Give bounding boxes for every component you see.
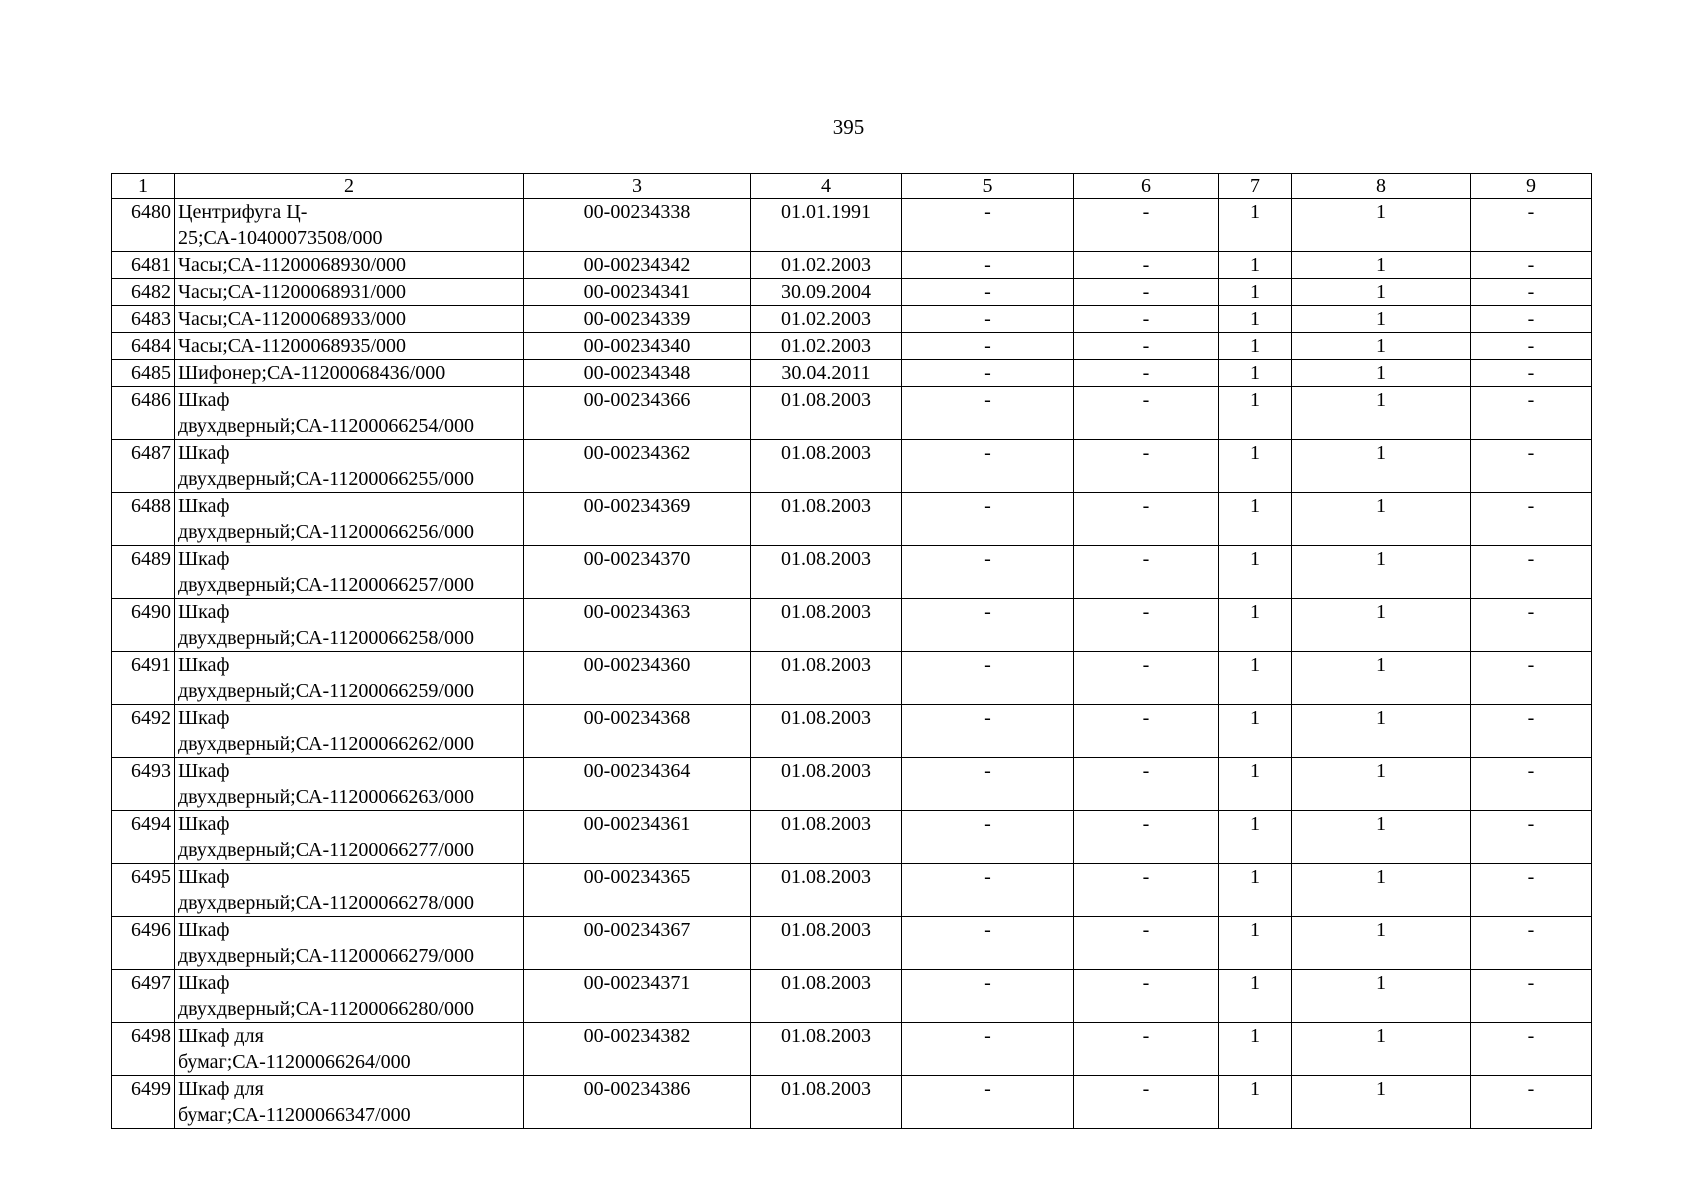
column-8-cell: 1 bbox=[1292, 360, 1471, 387]
column-number-row bbox=[112, 174, 1592, 199]
table-row bbox=[112, 360, 1592, 387]
column-7-cell: 1 bbox=[1219, 1023, 1292, 1076]
column-header: 3 bbox=[524, 174, 751, 199]
row-number-cell: 6483 bbox=[112, 306, 175, 333]
row-number-cell: 6481 bbox=[112, 252, 175, 279]
column-5-cell: - bbox=[902, 333, 1074, 360]
inventory-code-cell: 00-00234361 bbox=[524, 811, 751, 864]
inventory-code-cell: 00-00234368 bbox=[524, 705, 751, 758]
column-7-cell: 1 bbox=[1219, 199, 1292, 252]
column-6-cell: - bbox=[1074, 811, 1219, 864]
item-name-line: Центрифуга Ц- bbox=[178, 201, 308, 223]
item-name-cell bbox=[175, 546, 524, 599]
column-9-cell: - bbox=[1471, 546, 1592, 599]
date-cell: 01.08.2003 bbox=[751, 705, 902, 758]
table-row bbox=[112, 440, 1592, 493]
column-5-cell: - bbox=[902, 705, 1074, 758]
item-name-line: Часы;СА-11200068931/000 bbox=[178, 281, 407, 303]
date-cell: 30.04.2011 bbox=[751, 360, 902, 387]
table-body bbox=[112, 174, 1592, 1129]
column-9-cell: - bbox=[1471, 811, 1592, 864]
column-7-cell: 1 bbox=[1219, 599, 1292, 652]
column-7-cell: 1 bbox=[1219, 252, 1292, 279]
item-name-line: двухдверный;СА-11200066255/000 bbox=[178, 468, 474, 490]
column-8-cell: 1 bbox=[1292, 387, 1471, 440]
column-7-cell: 1 bbox=[1219, 306, 1292, 333]
item-name-cell bbox=[175, 652, 524, 705]
column-9-cell: - bbox=[1471, 493, 1592, 546]
column-6-cell: - bbox=[1074, 917, 1219, 970]
item-name-cell bbox=[175, 970, 524, 1023]
inventory-code-cell: 00-00234339 bbox=[524, 306, 751, 333]
column-8-cell: 1 bbox=[1292, 864, 1471, 917]
column-6-cell: - bbox=[1074, 970, 1219, 1023]
row-number-cell: 6492 bbox=[112, 705, 175, 758]
table-row bbox=[112, 652, 1592, 705]
column-7-cell: 1 bbox=[1219, 440, 1292, 493]
date-cell: 01.08.2003 bbox=[751, 917, 902, 970]
column-7-cell: 1 bbox=[1219, 758, 1292, 811]
item-name-cell bbox=[175, 279, 524, 306]
column-7-cell: 1 bbox=[1219, 652, 1292, 705]
date-cell: 01.01.1991 bbox=[751, 199, 902, 252]
column-header: 1 bbox=[112, 174, 175, 199]
column-7-cell: 1 bbox=[1219, 333, 1292, 360]
column-7-cell: 1 bbox=[1219, 864, 1292, 917]
column-5-cell: - bbox=[902, 864, 1074, 917]
inventory-code-cell: 00-00234369 bbox=[524, 493, 751, 546]
column-header: 9 bbox=[1471, 174, 1592, 199]
item-name-cell bbox=[175, 333, 524, 360]
date-cell: 01.08.2003 bbox=[751, 493, 902, 546]
column-6-cell: - bbox=[1074, 252, 1219, 279]
column-8-cell: 1 bbox=[1292, 917, 1471, 970]
column-9-cell: - bbox=[1471, 864, 1592, 917]
table-row bbox=[112, 1076, 1592, 1129]
column-6-cell: - bbox=[1074, 546, 1219, 599]
table-row bbox=[112, 917, 1592, 970]
inventory-code-cell: 00-00234362 bbox=[524, 440, 751, 493]
item-name-line: Шкаф bbox=[178, 919, 230, 941]
item-name-line: Шкаф bbox=[178, 866, 230, 888]
item-name-line: Часы;СА-11200068933/000 bbox=[178, 308, 407, 330]
row-number-cell: 6495 bbox=[112, 864, 175, 917]
table-row bbox=[112, 493, 1592, 546]
column-9-cell: - bbox=[1471, 705, 1592, 758]
row-number-cell: 6496 bbox=[112, 917, 175, 970]
item-name-cell bbox=[175, 705, 524, 758]
inventory-code-cell: 00-00234348 bbox=[524, 360, 751, 387]
item-name-line: двухдверный;СА-11200066279/000 bbox=[178, 945, 474, 967]
column-7-cell: 1 bbox=[1219, 811, 1292, 864]
date-cell: 01.08.2003 bbox=[751, 864, 902, 917]
column-9-cell: - bbox=[1471, 652, 1592, 705]
column-8-cell: 1 bbox=[1292, 440, 1471, 493]
column-5-cell: - bbox=[902, 1076, 1074, 1129]
column-8-cell: 1 bbox=[1292, 333, 1471, 360]
column-8-cell: 1 bbox=[1292, 811, 1471, 864]
column-8-cell: 1 bbox=[1292, 279, 1471, 306]
table-row bbox=[112, 252, 1592, 279]
date-cell: 01.08.2003 bbox=[751, 652, 902, 705]
inventory-code-cell: 00-00234341 bbox=[524, 279, 751, 306]
column-6-cell: - bbox=[1074, 864, 1219, 917]
item-name-line: Шкаф для bbox=[178, 1025, 264, 1047]
row-number-cell: 6485 bbox=[112, 360, 175, 387]
item-name-line: Часы;СА-11200068930/000 bbox=[178, 254, 407, 276]
column-6-cell: - bbox=[1074, 599, 1219, 652]
column-6-cell: - bbox=[1074, 652, 1219, 705]
item-name-line: Шкаф для bbox=[178, 1078, 264, 1100]
column-7-cell: 1 bbox=[1219, 705, 1292, 758]
item-name-line: Шифонер;СА-11200068436/000 bbox=[178, 362, 446, 384]
column-7-cell: 1 bbox=[1219, 279, 1292, 306]
inventory-code-cell: 00-00234363 bbox=[524, 599, 751, 652]
item-name-line: Шкаф bbox=[178, 442, 230, 464]
column-8-cell: 1 bbox=[1292, 652, 1471, 705]
date-cell: 30.09.2004 bbox=[751, 279, 902, 306]
item-name-line: двухдверный;СА-11200066258/000 bbox=[178, 627, 474, 649]
column-5-cell: - bbox=[902, 493, 1074, 546]
column-6-cell: - bbox=[1074, 705, 1219, 758]
column-6-cell: - bbox=[1074, 1023, 1219, 1076]
date-cell: 01.08.2003 bbox=[751, 546, 902, 599]
column-6-cell: - bbox=[1074, 360, 1219, 387]
column-8-cell: 1 bbox=[1292, 1023, 1471, 1076]
inventory-code-cell: 00-00234342 bbox=[524, 252, 751, 279]
column-7-cell: 1 bbox=[1219, 493, 1292, 546]
inventory-code-cell: 00-00234338 bbox=[524, 199, 751, 252]
column-8-cell: 1 bbox=[1292, 705, 1471, 758]
column-9-cell: - bbox=[1471, 970, 1592, 1023]
item-name-line: Шкаф bbox=[178, 707, 230, 729]
column-5-cell: - bbox=[902, 970, 1074, 1023]
item-name-line: 25;СА-10400073508/000 bbox=[178, 227, 383, 249]
column-5-cell: - bbox=[902, 252, 1074, 279]
column-9-cell: - bbox=[1471, 917, 1592, 970]
column-8-cell: 1 bbox=[1292, 970, 1471, 1023]
item-name-line: Шкаф bbox=[178, 654, 230, 676]
row-number-cell: 6480 bbox=[112, 199, 175, 252]
column-5-cell: - bbox=[902, 599, 1074, 652]
column-7-cell: 1 bbox=[1219, 1076, 1292, 1129]
inventory-code-cell: 00-00234340 bbox=[524, 333, 751, 360]
column-header: 6 bbox=[1074, 174, 1219, 199]
column-6-cell: - bbox=[1074, 1076, 1219, 1129]
row-number-cell: 6491 bbox=[112, 652, 175, 705]
item-name-line: Шкаф bbox=[178, 548, 230, 570]
column-8-cell: 1 bbox=[1292, 1076, 1471, 1129]
date-cell: 01.08.2003 bbox=[751, 440, 902, 493]
date-cell: 01.08.2003 bbox=[751, 1076, 902, 1129]
item-name-cell bbox=[175, 252, 524, 279]
column-5-cell: - bbox=[902, 199, 1074, 252]
table-row bbox=[112, 387, 1592, 440]
column-9-cell: - bbox=[1471, 333, 1592, 360]
table-row bbox=[112, 546, 1592, 599]
table-row bbox=[112, 333, 1592, 360]
item-name-line: бумаг;СА-11200066347/000 bbox=[178, 1104, 411, 1126]
item-name-line: двухдверный;СА-11200066278/000 bbox=[178, 892, 474, 914]
item-name-line: бумаг;СА-11200066264/000 bbox=[178, 1051, 411, 1073]
item-name-cell bbox=[175, 864, 524, 917]
item-name-line: Шкаф bbox=[178, 389, 230, 411]
column-header: 2 bbox=[175, 174, 524, 199]
item-name-line: Шкаф bbox=[178, 495, 230, 517]
item-name-cell bbox=[175, 440, 524, 493]
row-number-cell: 6484 bbox=[112, 333, 175, 360]
column-5-cell: - bbox=[902, 811, 1074, 864]
column-9-cell: - bbox=[1471, 279, 1592, 306]
item-name-cell bbox=[175, 811, 524, 864]
item-name-line: двухдверный;СА-11200066259/000 bbox=[178, 680, 474, 702]
item-name-line: Шкаф bbox=[178, 972, 230, 994]
row-number-cell: 6494 bbox=[112, 811, 175, 864]
asset-table bbox=[111, 173, 1592, 1129]
table-row bbox=[112, 811, 1592, 864]
date-cell: 01.08.2003 bbox=[751, 599, 902, 652]
table-row bbox=[112, 864, 1592, 917]
date-cell: 01.02.2003 bbox=[751, 252, 902, 279]
column-8-cell: 1 bbox=[1292, 493, 1471, 546]
table-row bbox=[112, 758, 1592, 811]
column-7-cell: 1 bbox=[1219, 546, 1292, 599]
table-row bbox=[112, 599, 1592, 652]
row-number-cell: 6486 bbox=[112, 387, 175, 440]
item-name-cell bbox=[175, 493, 524, 546]
column-5-cell: - bbox=[902, 279, 1074, 306]
row-number-cell: 6498 bbox=[112, 1023, 175, 1076]
column-6-cell: - bbox=[1074, 199, 1219, 252]
item-name-line: Шкаф bbox=[178, 813, 230, 835]
inventory-code-cell: 00-00234365 bbox=[524, 864, 751, 917]
inventory-code-cell: 00-00234382 bbox=[524, 1023, 751, 1076]
inventory-code-cell: 00-00234364 bbox=[524, 758, 751, 811]
row-number-cell: 6499 bbox=[112, 1076, 175, 1129]
column-9-cell: - bbox=[1471, 199, 1592, 252]
column-5-cell: - bbox=[902, 1023, 1074, 1076]
item-name-cell bbox=[175, 1076, 524, 1129]
column-8-cell: 1 bbox=[1292, 546, 1471, 599]
column-5-cell: - bbox=[902, 440, 1074, 493]
item-name-line: двухдверный;СА-11200066263/000 bbox=[178, 786, 474, 808]
item-name-line: Шкаф bbox=[178, 601, 230, 623]
column-5-cell: - bbox=[902, 546, 1074, 599]
column-6-cell: - bbox=[1074, 333, 1219, 360]
column-9-cell: - bbox=[1471, 387, 1592, 440]
row-number-cell: 6490 bbox=[112, 599, 175, 652]
item-name-cell bbox=[175, 917, 524, 970]
date-cell: 01.08.2003 bbox=[751, 387, 902, 440]
item-name-line: двухдверный;СА-11200066262/000 bbox=[178, 733, 474, 755]
row-number-cell: 6488 bbox=[112, 493, 175, 546]
item-name-line: двухдверный;СА-11200066257/000 bbox=[178, 574, 474, 596]
item-name-cell bbox=[175, 599, 524, 652]
inventory-code-cell: 00-00234367 bbox=[524, 917, 751, 970]
inventory-code-cell: 00-00234360 bbox=[524, 652, 751, 705]
table-row bbox=[112, 306, 1592, 333]
column-8-cell: 1 bbox=[1292, 252, 1471, 279]
column-9-cell: - bbox=[1471, 1076, 1592, 1129]
table-row bbox=[112, 279, 1592, 306]
item-name-line: двухдверный;СА-11200066277/000 bbox=[178, 839, 474, 861]
column-6-cell: - bbox=[1074, 387, 1219, 440]
column-8-cell: 1 bbox=[1292, 306, 1471, 333]
column-5-cell: - bbox=[902, 306, 1074, 333]
column-6-cell: - bbox=[1074, 758, 1219, 811]
column-header: 4 bbox=[751, 174, 902, 199]
table-row bbox=[112, 199, 1592, 252]
inventory-code-cell: 00-00234366 bbox=[524, 387, 751, 440]
row-number-cell: 6487 bbox=[112, 440, 175, 493]
page-number: 395 bbox=[832, 115, 865, 139]
row-number-cell: 6482 bbox=[112, 279, 175, 306]
column-5-cell: - bbox=[902, 652, 1074, 705]
column-8-cell: 1 bbox=[1292, 199, 1471, 252]
column-7-cell: 1 bbox=[1219, 970, 1292, 1023]
column-header: 8 bbox=[1292, 174, 1471, 199]
item-name-line: Шкаф bbox=[178, 760, 230, 782]
column-9-cell: - bbox=[1471, 306, 1592, 333]
column-9-cell: - bbox=[1471, 758, 1592, 811]
column-6-cell: - bbox=[1074, 493, 1219, 546]
item-name-line: двухдверный;СА-11200066280/000 bbox=[178, 998, 474, 1020]
date-cell: 01.08.2003 bbox=[751, 970, 902, 1023]
column-9-cell: - bbox=[1471, 440, 1592, 493]
date-cell: 01.02.2003 bbox=[751, 306, 902, 333]
inventory-code-cell: 00-00234370 bbox=[524, 546, 751, 599]
table-row bbox=[112, 705, 1592, 758]
column-7-cell: 1 bbox=[1219, 917, 1292, 970]
column-header: 7 bbox=[1219, 174, 1292, 199]
row-number-cell: 6489 bbox=[112, 546, 175, 599]
column-7-cell: 1 bbox=[1219, 360, 1292, 387]
date-cell: 01.08.2003 bbox=[751, 811, 902, 864]
item-name-line: двухдверный;СА-11200066256/000 bbox=[178, 521, 474, 543]
item-name-cell bbox=[175, 306, 524, 333]
column-6-cell: - bbox=[1074, 440, 1219, 493]
column-9-cell: - bbox=[1471, 599, 1592, 652]
column-header: 5 bbox=[902, 174, 1074, 199]
column-6-cell: - bbox=[1074, 279, 1219, 306]
column-5-cell: - bbox=[902, 360, 1074, 387]
item-name-cell bbox=[175, 199, 524, 252]
item-name-line: двухдверный;СА-11200066254/000 bbox=[178, 415, 474, 437]
item-name-cell bbox=[175, 758, 524, 811]
column-5-cell: - bbox=[902, 387, 1074, 440]
table-row bbox=[112, 970, 1592, 1023]
column-8-cell: 1 bbox=[1292, 758, 1471, 811]
column-7-cell: 1 bbox=[1219, 387, 1292, 440]
table-row bbox=[112, 1023, 1592, 1076]
column-6-cell: - bbox=[1074, 306, 1219, 333]
row-number-cell: 6493 bbox=[112, 758, 175, 811]
item-name-cell bbox=[175, 1023, 524, 1076]
column-5-cell: - bbox=[902, 758, 1074, 811]
item-name-cell bbox=[175, 387, 524, 440]
column-9-cell: - bbox=[1471, 1023, 1592, 1076]
inventory-code-cell: 00-00234371 bbox=[524, 970, 751, 1023]
inventory-code-cell: 00-00234386 bbox=[524, 1076, 751, 1129]
item-name-cell bbox=[175, 360, 524, 387]
column-9-cell: - bbox=[1471, 360, 1592, 387]
date-cell: 01.08.2003 bbox=[751, 1023, 902, 1076]
item-name-line: Часы;СА-11200068935/000 bbox=[178, 335, 407, 357]
column-9-cell: - bbox=[1471, 252, 1592, 279]
column-8-cell: 1 bbox=[1292, 599, 1471, 652]
date-cell: 01.08.2003 bbox=[751, 758, 902, 811]
date-cell: 01.02.2003 bbox=[751, 333, 902, 360]
row-number-cell: 6497 bbox=[112, 970, 175, 1023]
column-5-cell: - bbox=[902, 917, 1074, 970]
